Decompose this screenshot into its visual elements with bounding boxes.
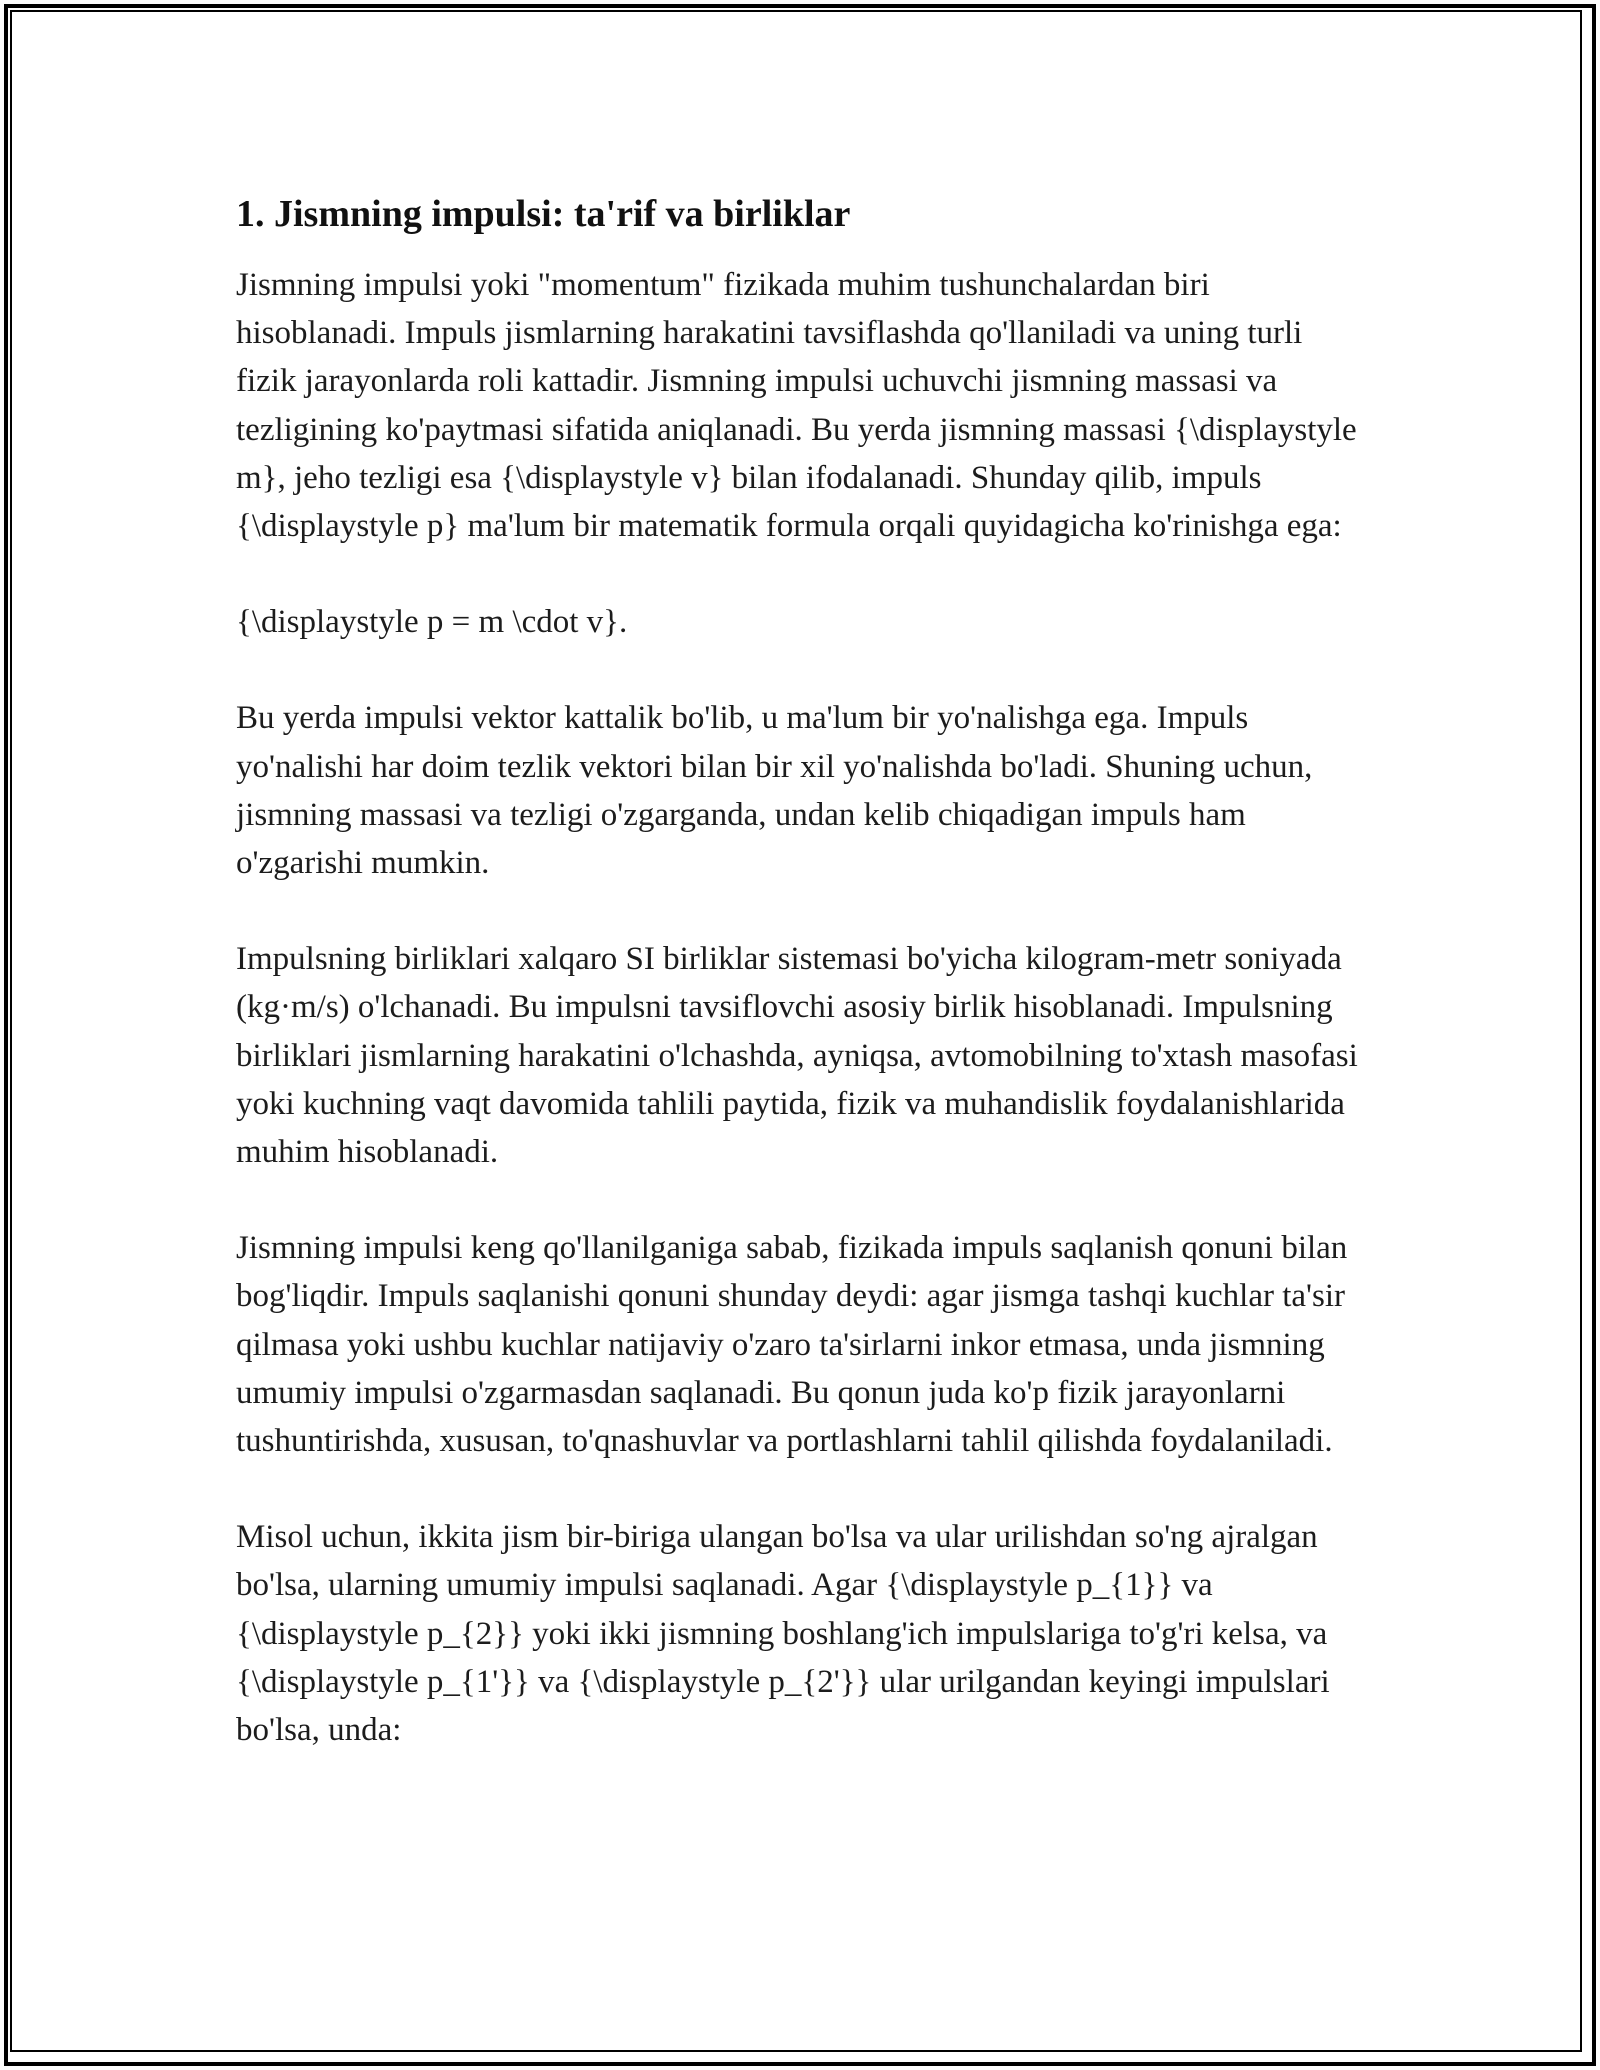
paragraph-example: Misol uchun, ikkita jism bir-biriga ulangan bo'lsa va ular urilishdan so'ng ajralgan bo'lsa, ularning umumiy impulsi saqlanadi. Agar {\displaystyle p_{1}} va {\displaystyle p_{2}} yoki ikki jismning boshlang'ich impulslariga to'g'ri kelsa, va {\displaystyle p_{1'}} va {\displaystyle p_{2'}} ular urilgandan keyingi impulslari bo'lsa, unda:	[236, 1519, 1330, 1749]
paragraph-definition: Jismning impulsi yoki "momentum" fizikada muhim tushunchalardan biri hisoblanadi. Impuls jismlarning harakatini tavsiflashda qo'llaniladi va uning turli fizik jarayonlarda roli kattadir. Jismning impulsi uchuvchi jismning massasi va tezligining ko'paytmasi sifatida aniqlanadi. Bu yerda jismning massasi {\displaystyle m}, jeho tezligi esa {\displaystyle v} bilan ifodalanadi. Shunday qilib, impuls {\displaystyle p} ma'lum bir matematik formula orqali quyidagicha ko'rinishga ega:	[236, 267, 1357, 545]
paragraph-formula: {\displaystyle p = m \cdot v}.	[236, 604, 628, 641]
paragraph-units: Impulsning birliklari xalqaro SI birliklar sistemasi bo'yicha kilogram-metr soniyada (kg·m/s) o'lchanadi. Bu impulsni tavsiflovchi asosiy birlik hisoblanadi. Impulsning birliklari jismlarning harakatini o'lchashda, ayniqsa, avtomobilning to'xtash masofasi yoki kuchning vaqt davomida tahlili paytida, fizik va muhandislik foydalanishlarida muhim hisoblanadi.	[236, 941, 1358, 1171]
paragraph-vector: Bu yerda impulsi vektor kattalik bo'lib, u ma'lum bir yo'nalishga ega. Impuls yo'nalishi har doim tezlik vektori bilan bir xil yo'nalishda bo'ladi. Shuning uchun, jismning massasi va tezligi o'zgarganda, undan kelib chiqadigan impuls ham o'zgarishi mumkin.	[236, 700, 1313, 882]
section-heading: 1. Jismning impulsi: ta'rif va birliklar	[236, 193, 851, 235]
paragraph-conservation: Jismning impulsi keng qo'llanilganiga sabab, fizikada impuls saqlanish qonuni bilan bog'liqdir. Impuls saqlanishi qonuni shunday deydi: agar jismga tashqi kuchlar ta'sir qilmasa yoki ushbu kuchlar natijaviy o'zaro ta'sirlarni inkor etmasa, unda jismning umumiy impulsi o'zgarmasdan saqlanadi. Bu qonun juda ko'p fizik jarayonlarni tushuntirishda, xususan, to'qnashuvlar va portlashlarni tahlil qilishda foydalaniladi.	[236, 1230, 1348, 1460]
document-body	[236, 190, 1366, 1802]
